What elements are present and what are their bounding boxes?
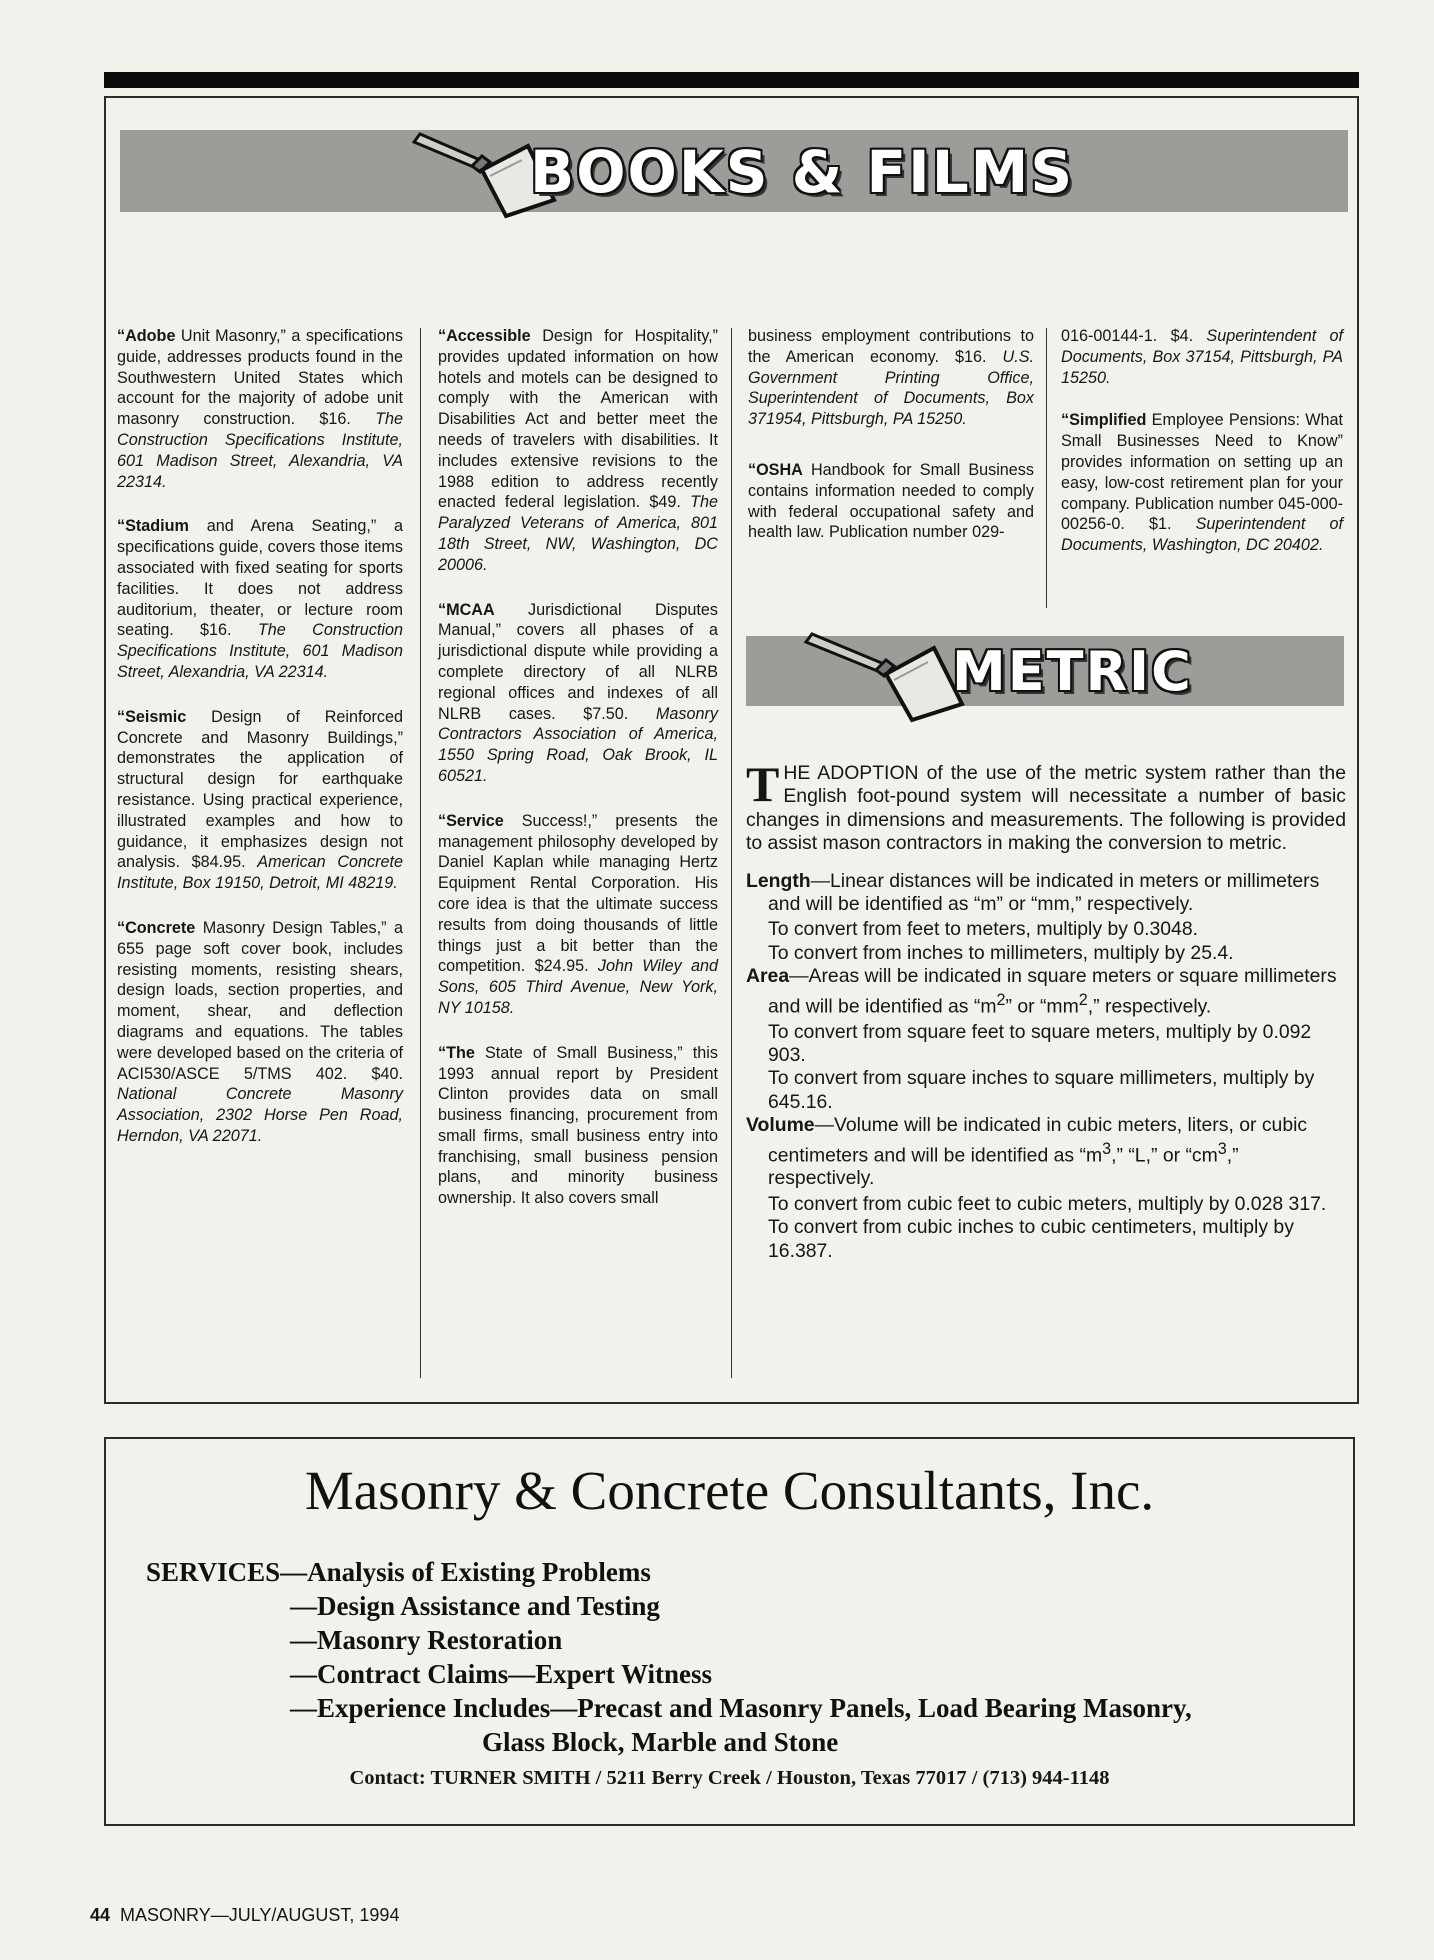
list-item: 016-00144-1. $4. Superintendent of Documents, Box 37154, Pittsburgh, PA 15250. [1061, 327, 1343, 387]
trowel-icon [800, 628, 970, 728]
metric-conversion: To convert from feet to meters, multiply by 0.3048. [768, 918, 1199, 941]
list-item: “Seismic Design of Reinforced Concrete and Masonry Buildings,” demonstrates the application of structural design for earthquake resistance. Using practical experience, illustrated examples and how to guidance, it emphasizes design not analysis. $84.95. American Concrete Institute, Box 19150, Detroit, MI 48219. [117, 707, 403, 893]
top-rule [104, 72, 1359, 88]
ad-service-item: —Experience Includes—Precast and Masonry Panels, Load Bearing Masonry, [290, 1693, 1192, 1723]
metric-title: METRIC [952, 640, 1193, 703]
metric-area: Area—Areas will be indicated in square meters or square millimeters and will be identified as “$m^2$” or “$mm^2$,” respectively. [746, 965, 1337, 1018]
column-divider [731, 328, 732, 1378]
list-item: business employment contributions to the American economy. $16. U.S. Government Printing Office, Superintendent of Documents, Box 371954, Pittsburgh, PA 15250. [748, 327, 1034, 429]
column-divider [420, 328, 421, 1378]
books-films-title: BOOKS & FILMS [530, 138, 1075, 206]
ad-service-item: Glass Block, Marble and Stone [482, 1727, 839, 1757]
column-divider [1046, 328, 1047, 608]
list-item: “Accessible Design for Hospitality,” provides updated information on how hotels and motels can be designed to comply with the American with Disabilities Act and better meet the needs of travelers with disabilities. It includes extensive revisions to the 1988 edition to address recently enacted federal legislation. $49. The Paralyzed Veterans of America, 801 18th Street, NW, Washington, DC 20006. [438, 327, 718, 574]
books-column-1 [117, 326, 403, 1171]
metric-conversion: To convert from cubic inches to cubic centimeters, multiply by 16.387. [768, 1216, 1294, 1262]
page-number: 44 [90, 1905, 111, 1925]
consultants-advertisement [104, 1437, 1355, 1826]
metric-article [746, 756, 1346, 1263]
books-column-3 [748, 326, 1034, 567]
list-item: “Adobe Unit Masonry,” a specifications guide, addresses products found in the Southwestern United States which account for the majority of adobe unit masonry construction. $16. The Construction Specifications Institute, 601 Madison Street, Alexandria, VA 22314. [117, 327, 403, 491]
ad-contact: Contact: TURNER SMITH / 5211 Berry Creek / Houston, Texas 77017 / (713) 944-1148 [349, 1767, 1110, 1789]
drop-cap: T [746, 756, 780, 812]
ad-title: Masonry & Concrete Consultants, Inc. [304, 1460, 1155, 1521]
page-footer [90, 1905, 399, 1926]
metric-conversion: To convert from square feet to square meters, multiply by 0.092 903. [768, 1020, 1312, 1066]
books-column-2 [438, 326, 718, 1233]
ad-service-item: —Design Assistance and Testing [290, 1591, 660, 1621]
list-item: “The State of Small Business,” this 1993 annual report by President Clinton provides data on small business financing, procurement from small firms, small business entry into franchising, small business pension plans, and minority business ownership. It also covers small [438, 1043, 718, 1208]
ad-services-label: SERVICES—Analysis of Existing Problems [146, 1557, 651, 1587]
list-item: “Stadium and Arena Seating,” a specifications guide, covers those items associated with fixed seating for sports facilities. It does not address auditorium, theater, or lecture room seating. $16. The Construction Specifications Institute, 601 Madison Street, Alexandria, VA 22314. [117, 517, 403, 681]
ad-service-item: —Contract Claims—Expert Witness [290, 1659, 712, 1689]
list-item: “Simplified Employee Pensions: What Small Businesses Need to Know” provides information on setting up an easy, low-cost retirement plan for your company. Publication number 045-000-00256-0. $1. Superintendent of Documents, Washington, DC 20402. [1061, 411, 1343, 555]
metric-conversion: To convert from cubic feet to cubic meters, multiply by 0.028 317. [768, 1192, 1327, 1215]
list-item: “MCAA Jurisdictional Disputes Manual,” covers all phases of a jurisdictional dispute while providing a complete directory of all NLRB regional offices and indexes of all NLRB cases. $7.50. Masonry Contractors Association of America, 1550 Spring Road, Oak Brook, IL 60521. [438, 600, 718, 785]
metric-conversion: To convert from inches to millimeters, multiply by 25.4. [768, 941, 1234, 964]
metric-length: Length—Linear distances will be indicated in meters or millimeters and will be identified as “m” or “mm,” respectively. [746, 869, 1320, 916]
books-column-4 [1061, 326, 1343, 580]
metric-intro: THE ADOPTION of the use of the metric system rather than the English foot-pound system will necessitate a number of basic changes in dimensions and measurements. The following is provided to assist mason contractors in making the conversion to metric. [746, 756, 1346, 855]
publication-info: MASONRY—JULY/AUGUST, 1994 [120, 1905, 400, 1925]
metric-conversion: To convert from square inches to square millimeters, multiply by 645.16. [768, 1067, 1315, 1113]
list-item: “OSHA Handbook for Small Business contains information needed to comply with federal occupational safety and health law. Publication number 029- [748, 460, 1034, 542]
list-item: “Service Success!,” presents the management philosophy developed by Daniel Kaplan while managing Hertz Equipment Rental Corporation. His core idea is that the ultimate success results from doing thousands of little things just a bit better than the competition. $24.95. John Wiley and Sons, 605 Third Avenue, New York, NY 10158. [438, 811, 718, 1017]
list-item: “Concrete Masonry Design Tables,” a 655 page soft cover book, includes resisting moments, resisting shears, design loads, section properties, and moment, shear, and deflection diagrams and equations. The tables were developed based on the criteria of ACI530/ASCE 5/TMS 402. $40. National Concrete Masonry Association, 2302 Horse Pen Road, Herndon, VA 22071. [117, 918, 403, 1145]
metric-volume: Volume—Volume will be indicated in cubic meters, liters, or cubic centimeters and will be identified as “$m^3$,” “L,” or “$cm^3$,” respectively. [746, 1114, 1308, 1190]
ad-service-item: —Masonry Restoration [290, 1625, 563, 1655]
